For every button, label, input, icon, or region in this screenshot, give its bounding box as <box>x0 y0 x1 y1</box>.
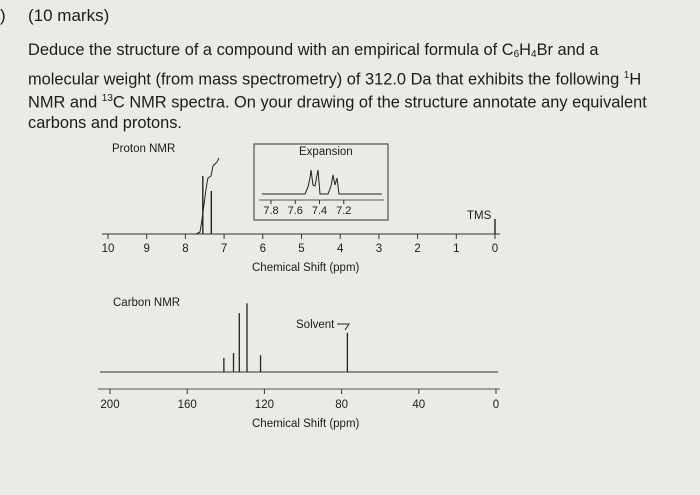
solvent-arrow <box>337 324 349 330</box>
expansion-label: Expansion <box>299 146 353 158</box>
carbon-tick-label: 160 <box>177 399 197 411</box>
carbon-tick-label: 40 <box>412 399 426 411</box>
carbon-tick-label: 80 <box>335 399 348 411</box>
expansion-trace <box>262 170 382 194</box>
proton-tick-label: 8 <box>182 243 189 255</box>
proton-axis-ticks <box>102 234 499 255</box>
proton-tick-label: 4 <box>336 243 344 255</box>
question-marks: (10 marks) <box>28 6 110 25</box>
carbon-axis-ticks <box>100 389 499 411</box>
proton-tick-label: 0 <box>491 243 499 255</box>
proton-nmr-title: Proton NMR <box>112 143 176 155</box>
tms-label: TMS <box>467 210 492 222</box>
proton-tick-label: 2 <box>414 243 421 255</box>
expansion-tick-labels <box>263 200 351 217</box>
proton-tick-label: 3 <box>375 243 383 255</box>
proton-xlabel: Chemical Shift (ppm) <box>252 262 360 274</box>
carbon-tick-label: 120 <box>254 399 274 411</box>
expansion-tick-label: 7.8 <box>263 205 279 217</box>
expansion-tick-label: 7.4 <box>311 205 328 217</box>
carbon-xlabel: Chemical Shift (ppm) <box>252 418 360 430</box>
proton-tick-label: 5 <box>298 243 305 255</box>
proton-tick-label: 10 <box>101 243 115 255</box>
carbon-tick-label: 200 <box>100 399 120 411</box>
expansion-tick-label: 7.6 <box>287 205 303 217</box>
proton-tick-label: 7 <box>220 243 228 255</box>
question-number: ) <box>0 6 6 25</box>
solvent-label: Solvent <box>296 319 335 331</box>
proton-integral-curve <box>196 158 219 234</box>
proton-tick-label: 6 <box>259 243 267 255</box>
proton-tick-label: 9 <box>143 243 150 255</box>
carbon-tick-label: 0 <box>492 399 500 411</box>
question-text: Deduce the structure of a compound with an empirical formula of $C_6H_4Br$ and a molecular weight (from mass spectrometry) of 312.0 Da that exhibits the following $^1$H NMR and $^{13}$C NMR spectra. On your drawing of the structure annotate any equivalent carbons and protons. <box>28 41 647 133</box>
carbon-peaks <box>224 303 348 372</box>
carbon-nmr-title: Carbon NMR <box>113 297 181 309</box>
expansion-tick-label: 7.2 <box>336 205 352 217</box>
proton-tick-label: 1 <box>453 243 460 255</box>
